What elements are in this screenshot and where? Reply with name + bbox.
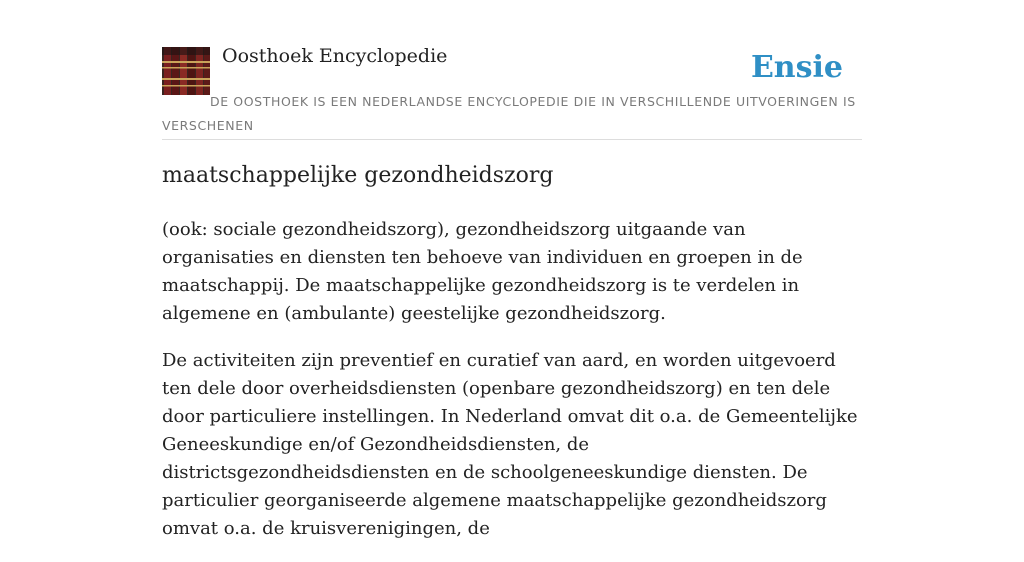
article-body <box>162 216 862 562</box>
article-paragraph: De activiteiten zijn preventief en curatief van aard, en worden uitgevoerd ten dele door overheidsdiensten (openbare gezondheidszorg) en ten dele door particuliere instellingen. In Nederland omvat dit o.a. de Gemeentelijke Geneeskundige en/of Gezondheidsdiensten, de districtsgezondheidsdiensten en de schoolgeneeskundige diensten. De particulier georganiseerde algemene maatschappelijke gezondheidszorg omvat o.a. de kruisverenigingen, de <box>162 350 858 539</box>
source-name[interactable]: Oosthoek Encyclopedie <box>222 45 448 67</box>
article-title: maatschappelijke gezondheidszorg <box>162 163 554 188</box>
book-spines-icon[interactable] <box>162 47 210 95</box>
brand-logo[interactable]: Ensie <box>750 50 843 85</box>
header-divider <box>162 139 862 140</box>
source-tagline: DE OOSTHOEK IS EEN NEDERLANDSE ENCYCLOPEDIE DIE IN VERSCHILLENDE UITVOERINGEN IS VERSCHENEN <box>162 94 856 133</box>
article-paragraph: (ook: sociale gezondheidszorg), gezondheidszorg uitgaande van organisaties en diensten ten behoeve van individuen en groepen in de maatschappij. De maatschappelijke gezondheidszorg is te verdelen in algemene en (ambulante) geestelijke gezondheidszorg. <box>162 219 803 324</box>
